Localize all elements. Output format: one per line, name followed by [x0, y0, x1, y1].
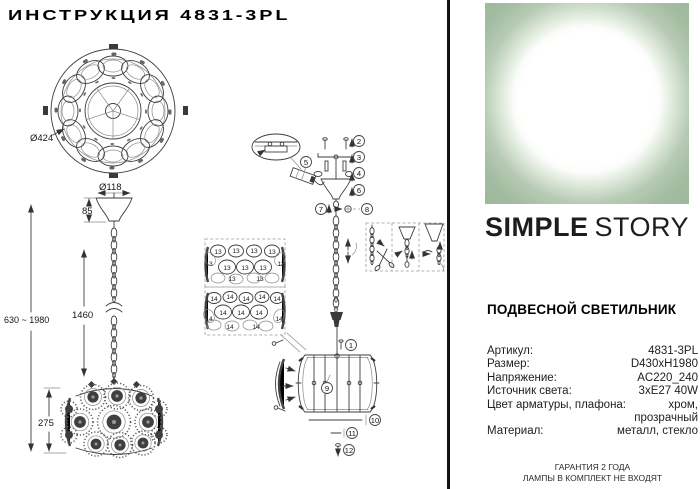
- svg-text:13: 13: [232, 248, 240, 255]
- svg-text:14: 14: [219, 310, 227, 317]
- spec-label: Источник света:: [487, 385, 572, 398]
- callout-7: [316, 204, 327, 215]
- spec-label: Артикул:: [487, 345, 534, 357]
- spec-row-color-cont: [487, 412, 698, 425]
- divider: [447, 0, 450, 489]
- canopy-diameter-label: Ø118: [99, 182, 122, 193]
- svg-text:14: 14: [226, 324, 234, 331]
- svg-text:7: 7: [318, 204, 324, 214]
- callout-4: [354, 168, 365, 179]
- svg-text:13: 13: [205, 261, 213, 268]
- svg-text:13: 13: [223, 265, 231, 272]
- callout-6: [354, 185, 365, 196]
- svg-text:14: 14: [273, 296, 281, 303]
- spec-row-color: [487, 399, 698, 412]
- spec-row-light-source: [487, 385, 698, 398]
- svg-text:12: 12: [344, 445, 354, 455]
- spec-row-article: [487, 345, 698, 358]
- svg-text:13: 13: [241, 265, 249, 272]
- callout-3: [354, 152, 365, 163]
- svg-text:13: 13: [277, 261, 285, 268]
- callout-9: [322, 383, 333, 394]
- svg-text:1: 1: [348, 340, 354, 350]
- svg-text:14: 14: [252, 324, 260, 331]
- brand-logo: [485, 3, 689, 204]
- top-view-drawing: [30, 44, 188, 178]
- spec-value: прозрачный: [634, 412, 698, 425]
- svg-text:2: 2: [356, 136, 362, 146]
- callout-12: [344, 445, 355, 456]
- body-height-label: 275: [38, 418, 54, 429]
- spec-value: 3xE27 40W: [638, 385, 698, 398]
- canopy-height-label: 85: [82, 206, 93, 217]
- lamp-body-front: [61, 378, 167, 458]
- callout-10: [370, 415, 381, 426]
- svg-text:14: 14: [210, 296, 218, 303]
- svg-text:8: 8: [364, 204, 370, 214]
- spec-label: Цвет арматуры, плафона:: [487, 398, 627, 411]
- page-title: ИНСТРУКЦИЯ 4831-3PL: [8, 7, 291, 24]
- spec-row-size: [487, 358, 698, 371]
- callout-2: [354, 136, 365, 147]
- chain-length-label: 1460: [72, 310, 94, 321]
- front-view-drawing: [4, 182, 167, 458]
- brand-name: [485, 212, 689, 243]
- spec-row-voltage: [487, 372, 698, 385]
- svg-text:13: 13: [250, 248, 258, 255]
- overall-height-label: 630 ~ 1980: [4, 315, 50, 325]
- spec-row-material: [487, 425, 698, 438]
- svg-text:13: 13: [228, 276, 236, 283]
- spec-label: Материал:: [487, 425, 544, 438]
- callout-8: [362, 204, 373, 215]
- warranty-line: ГАРАНТИЯ 2 ГОДА: [554, 462, 631, 472]
- svg-text:5: 5: [303, 157, 309, 167]
- product-category: ПОДВЕСНОЙ СВЕТИЛЬНИК: [487, 302, 677, 317]
- lamps-note-line: ЛАМПЫ В КОМПЛЕКТ НЕ ВХОДЯТ: [522, 472, 663, 483]
- top-diameter-label: Ø424: [30, 133, 54, 144]
- callout-1: [346, 340, 357, 351]
- callout-5: [301, 157, 312, 168]
- chain-adjustment-diagram: [366, 223, 444, 271]
- spec-value: AC220_240: [637, 371, 698, 384]
- svg-text:13: 13: [259, 265, 267, 272]
- svg-text:4: 4: [356, 168, 362, 178]
- spec-value: D430xH1980: [630, 358, 698, 371]
- brand-word-story: STORY: [594, 212, 689, 242]
- spec-table: [487, 345, 698, 439]
- svg-text:3: 3: [356, 152, 362, 162]
- brand-word-simple: SIMPLE: [485, 212, 589, 242]
- svg-text:6: 6: [356, 185, 362, 195]
- spec-label: Напряжение:: [487, 371, 557, 384]
- svg-text:14: 14: [242, 296, 250, 303]
- shade-parts-diagram: [202, 239, 306, 352]
- spec-value: металл, стекло: [617, 425, 698, 438]
- svg-text:14: 14: [237, 310, 245, 317]
- svg-text:14: 14: [275, 316, 283, 323]
- spec-value: 4831-3PL: [648, 345, 698, 357]
- warranty-note: [487, 462, 698, 484]
- svg-text:10: 10: [370, 415, 380, 425]
- brand-panel: [451, 0, 700, 489]
- svg-text:14: 14: [255, 310, 263, 317]
- spec-value: хром,: [668, 398, 698, 411]
- svg-text:13: 13: [214, 249, 222, 256]
- body-assembly-diagram: [272, 327, 380, 456]
- svg-text:9: 9: [324, 383, 330, 393]
- svg-text:14: 14: [226, 294, 234, 301]
- spec-label: Размер:: [487, 358, 530, 371]
- svg-text:14: 14: [205, 316, 213, 323]
- callout-11: [347, 428, 358, 439]
- svg-text:13: 13: [268, 249, 276, 256]
- svg-text:13: 13: [256, 276, 264, 283]
- svg-text:14: 14: [258, 294, 266, 301]
- svg-text:11: 11: [348, 428, 356, 438]
